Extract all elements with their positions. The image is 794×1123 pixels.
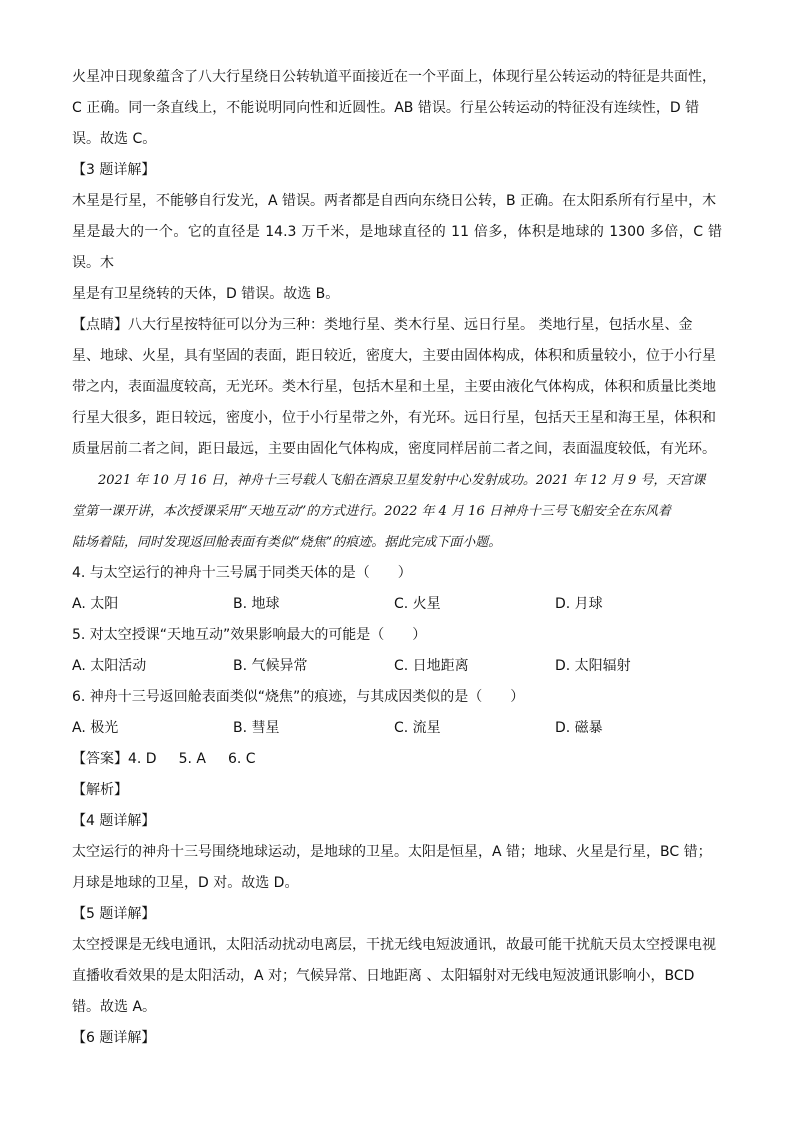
text-line: 带之内，表面温度较高，无光环。类木行星，包括木星和土星，主要由液化气体构成，体积和质量比类地 [72,379,716,395]
option: D. 太阳辐射 [555,658,631,674]
text-line: 误。故选 C。 [72,131,157,147]
analysis-heading: 【解析】 [72,782,128,798]
text-line: 八大行星按特征可以分为三种：类地行星、类木行星、远日行星。 类地行星，包括水星、金 [128,317,693,333]
question-options [72,713,722,744]
text-line: 木星是行星，不能够自行发光，A 错误。两者都是自西向东绕日公转，B 正确。在太阳系所有行星中，木 [72,193,717,209]
text-line: 错。故选 A。 [72,999,157,1015]
text-line: 星是最大的一个。它的直径是 14.3 万千米，是地球直径的 11 倍多，体积是地球的 1300 多倍，C 错误。木 [72,224,722,271]
option: A. 太阳 [72,596,119,612]
option: B. 彗星 [233,720,280,736]
option: C. 火星 [394,596,441,612]
answer-item: 5. A [178,751,206,767]
answer-item: 6. C [227,751,256,767]
reading-passage-line: 2021 年 10 月 16 日，神舟十三号载人飞船在酒泉卫星发射中心发射成功。2021 年 12 月 9 号，天宫课 [98,473,706,488]
q6-detail-heading: 【6 题详解】 [72,1030,156,1046]
reading-passage-line: 陆场着陆，同时发现返回舱表面有类似“烧焦”的痕迹。据此完成下面小题。 [72,535,502,550]
text-line: 直播收看效果的是太阳活动，A 对；气候异常、日地距离 、太阳辐射对无线电短波通讯影响小，BCD [72,968,695,984]
answer-line [72,744,722,775]
question-options [72,589,722,620]
option: D. 磁暴 [555,720,603,736]
text-line: C 正确。同一条直线上，不能说明同向性和近圆性。AB 错误。行星公转运动的特征没有连续性，D 错 [72,100,700,116]
reading-passage-line: 堂第一课开讲，本次授课采用“天地互动”的方式进行。2022 年 4 月 16 日神舟十三号飞船安全在东风着 [72,504,671,519]
question-stem: 5. 对太空授课“天地互动”效果影响最大的可能是（ ） [72,627,427,643]
document-content [72,62,722,1054]
tip-paragraph [72,310,722,341]
text-line: 行星大很多，距日较远，密度小，位于小行星带之外，有光环。远日行星，包括天王星和海王星，体积和 [72,410,716,426]
option: A. 太阳活动 [72,658,147,674]
option: A. 极光 [72,720,119,736]
option: C. 流星 [394,720,441,736]
text-line: 太空运行的神舟十三号围绕地球运动，是地球的卫星。太阳是恒星，A 错；地球、火星是行星，BC 错； [72,844,712,860]
text-line: 质量居前二者之间，距日最远，主要由固化气体构成，密度同样居前二者之间，表面温度较低，有光环。 [72,441,716,457]
text-line: 太空授课是无线电通讯，太阳活动扰动电离层，干扰无线电短波通讯，故最可能干扰航天员太空授课电视 [72,937,716,953]
question-stem: 6. 神舟十三号返回舱表面类似“烧焦”的痕迹，与其成因类似的是（ ） [72,689,525,705]
question-stem: 4. 与太空运行的神舟十三号属于同类天体的是（ ） [72,565,412,581]
text-line: 月球是地球的卫星，D 对。故选 D。 [72,875,299,891]
option: B. 气候异常 [233,658,308,674]
tip-heading: 【点睛】 [72,317,128,333]
option: B. 地球 [233,596,280,612]
option: C. 日地距离 [394,658,469,674]
text-line: 星是有卫星绕转的天体，D 错误。故选 B。 [72,286,340,302]
text-line: 星、地球、火星，具有坚固的表面，距日较近，密度大，主要由固体构成，体积和质量较小，位于小行星 [72,348,716,364]
q3-detail-heading: 【3 题详解】 [72,162,156,178]
question-options [72,651,722,682]
text-line: 火星冲日现象蕴含了八大行星绕日公转轨道平面接近在一个平面上，体现行星公转运动的特征是共面性， [72,69,716,85]
answer-heading: 【答案】 [72,751,128,767]
q4-detail-heading: 【4 题详解】 [72,813,156,829]
answer-item: 4. D [128,751,157,767]
q5-detail-heading: 【5 题详解】 [72,906,156,922]
option: D. 月球 [555,596,603,612]
